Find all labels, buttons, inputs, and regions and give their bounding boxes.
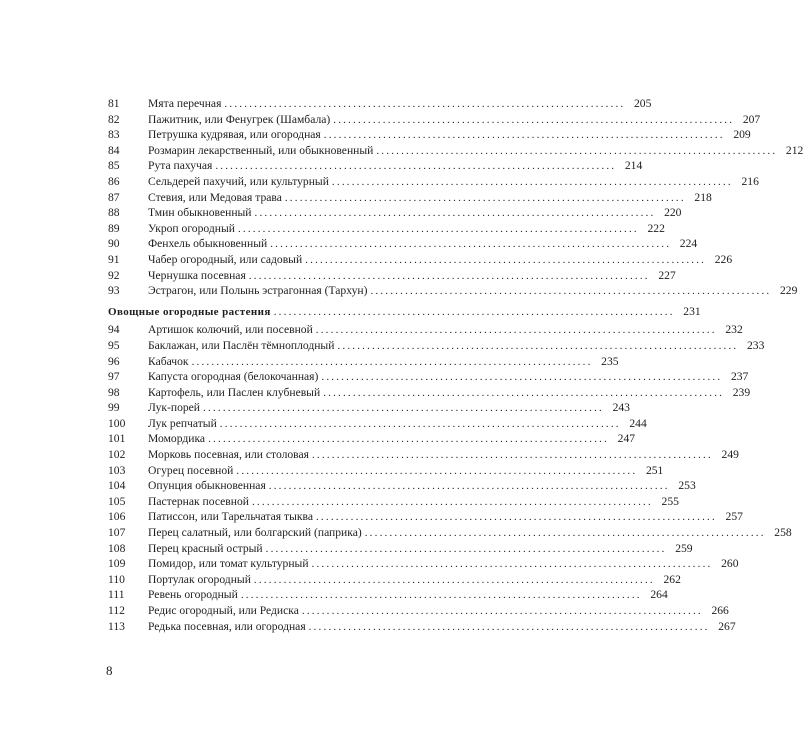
toc-entry (108, 385, 751, 401)
entry-title: Кабачок (148, 354, 192, 370)
dot-leader: ................................................................................. (331, 175, 733, 188)
entry-page-number: 222 (647, 221, 665, 235)
entry-number: 91 (108, 252, 120, 266)
entry-title: Мята перечная (148, 96, 224, 112)
entry-number: 83 (108, 128, 120, 142)
entry-title: Рута пахучая (148, 158, 215, 174)
entry-page-number: 258 (774, 526, 792, 540)
dot-leader: ................................................................................. (370, 285, 772, 298)
toc-entry (108, 572, 681, 588)
toc-entry (108, 322, 743, 338)
toc-entry (108, 463, 664, 479)
entry-page-number: 207 (742, 112, 761, 126)
toc-entry (108, 174, 759, 190)
entry-title: Сельдерей пахучий, или культурный (148, 174, 332, 190)
toc-entry (108, 603, 729, 619)
toc-entry (108, 354, 619, 370)
dot-leader: ................................................................................. (321, 371, 723, 384)
toc-entry (108, 205, 682, 221)
dot-leader: ................................................................................. (251, 495, 653, 508)
toc-entry (108, 556, 739, 572)
toc-entry (108, 283, 798, 299)
toc-entry (108, 416, 647, 432)
entry-number: 102 (108, 448, 126, 462)
entry-number: 103 (108, 463, 126, 477)
toc-entry (108, 369, 749, 385)
entries-after-section (108, 322, 792, 634)
entry-page-number: 259 (675, 541, 693, 555)
entry-number: 89 (108, 221, 120, 235)
entry-number: 106 (108, 510, 126, 524)
entry-page-number: 212 (785, 143, 803, 157)
entry-number: 86 (108, 174, 120, 188)
entry-page-number: 247 (617, 432, 636, 446)
entry-page-number: 229 (780, 284, 798, 298)
entry-number: 112 (108, 604, 125, 617)
section-title: Овощные огородные растения (108, 305, 271, 318)
entry-page-number: 262 (663, 572, 681, 586)
dot-leader: ................................................................................. (265, 542, 667, 555)
entry-title: Перец салатный, или болгарский (паприка) (148, 525, 365, 541)
dot-leader: ................................................................................. (253, 573, 655, 586)
dot-leader: ................................................................................. (284, 191, 686, 204)
entry-number: 98 (108, 385, 120, 399)
entry-page-number: 266 (711, 604, 729, 617)
entry-title: Патиссон, или Тарельчатая тыква (148, 509, 316, 525)
entry-title: Лук-порей (148, 400, 203, 416)
entry-page-number: 218 (694, 190, 712, 204)
entry-title: Огурец посевной (148, 463, 236, 479)
dot-leader: ................................................................................. (203, 402, 604, 415)
entry-page-number: 239 (732, 385, 751, 399)
entry-title: Редис огородный, или Редиска (148, 603, 302, 619)
entry-page-number: 209 (733, 128, 751, 142)
entry-number: 95 (108, 338, 120, 352)
entry-number: 105 (108, 494, 126, 508)
entry-number: 101 (108, 432, 126, 446)
entry-title: Фенхель обыкновенный (148, 236, 270, 252)
dot-leader: ................................................................................. (270, 238, 672, 251)
entry-title: Опунция обыкновенная (148, 478, 269, 494)
entry-page-number: 260 (721, 557, 739, 571)
toc-entry (108, 431, 636, 447)
toc-entry (108, 158, 643, 174)
toc-entry (108, 509, 743, 525)
entry-title: Тмин обыкновенный (148, 205, 255, 221)
entry-title: Помидор, или томат культурный (148, 556, 312, 572)
dot-leader: ................................................................................. (337, 339, 739, 352)
dot-leader: ................................................................................. (236, 464, 638, 477)
toc-entry (108, 143, 803, 159)
toc-entry (108, 96, 652, 112)
entry-title: Розмарин лекарственный, или обыкновенный (148, 143, 376, 159)
entry-page-number: 232 (725, 323, 743, 337)
entry-number: 94 (108, 323, 120, 337)
entry-page-number: 220 (664, 206, 682, 220)
entry-page-number: 237 (730, 370, 749, 384)
toc-entry (108, 190, 712, 206)
entry-title: Капуста огородная (белокочанная) (148, 369, 321, 385)
entry-number: 90 (108, 237, 120, 251)
dot-leader: ................................................................................. (301, 605, 703, 617)
entry-title: Ревень огородный (148, 587, 241, 603)
entry-number: 110 (108, 572, 125, 586)
dot-leader: ................................................................................. (219, 417, 621, 430)
toc-entry (108, 525, 792, 541)
entry-title: Редька посевная, или огородная (148, 619, 309, 635)
entry-title: Лук репчатый (148, 416, 220, 432)
entry-number: 104 (108, 479, 126, 493)
dot-leader: ................................................................................. (315, 324, 717, 337)
entry-page-number: 244 (629, 416, 647, 430)
entry-title: Картофель, или Паслен клубневый (148, 385, 323, 401)
entry-page-number: 251 (645, 463, 664, 477)
entry-page-number: 249 (721, 448, 739, 462)
entry-page-number: 233 (746, 338, 765, 352)
toc-entry (108, 541, 693, 557)
toc-entry (108, 587, 668, 603)
dot-leader: ................................................................................. (268, 480, 670, 493)
entry-title: Стевия, или Медовая трава (148, 190, 285, 206)
entry-title: Баклажан, или Паслён тёмноплодный (148, 338, 337, 354)
entry-number: 99 (108, 401, 120, 415)
entry-number: 111 (108, 588, 125, 602)
entry-page-number: 216 (741, 174, 759, 188)
page-folio: 8 (106, 663, 113, 678)
entry-number: 81 (108, 97, 120, 110)
toc-entry (108, 127, 751, 143)
entry-number: 107 (108, 526, 126, 540)
dot-leader: ................................................................................. (305, 253, 707, 266)
entry-number: 85 (108, 159, 120, 173)
dot-leader: ................................................................................. (215, 160, 617, 173)
entry-page-number: 205 (633, 97, 652, 110)
entries-before-section (108, 96, 803, 299)
toc-entry (108, 478, 696, 494)
dot-leader: ................................................................................. (323, 129, 725, 142)
entry-title: Укроп огородный (148, 221, 238, 237)
entry-number: 97 (108, 370, 120, 384)
toc-entry (108, 268, 676, 284)
entry-number: 93 (108, 284, 120, 298)
section-heading (108, 304, 701, 320)
entry-page-number: 243 (612, 401, 630, 415)
entry-number: 92 (108, 268, 120, 282)
entry-title: Артишок колючий, или посевной (148, 322, 316, 338)
dot-leader: ................................................................................. (311, 449, 713, 462)
entry-number: 108 (108, 541, 126, 555)
toc-entry (108, 236, 698, 252)
entry-number: 109 (108, 557, 126, 571)
toc-entry (108, 221, 665, 237)
entry-page-number: 224 (679, 237, 698, 251)
entry-page-number: 255 (661, 494, 679, 508)
entry-page-number: 226 (714, 252, 733, 266)
entry-page-number: 227 (658, 268, 676, 282)
dot-leader: ................................................................................. (248, 269, 650, 282)
entry-number: 100 (108, 416, 126, 430)
table-of-contents (108, 96, 803, 634)
entry-title: Пажитник, или Фенугрек (Шамбала) (148, 112, 333, 128)
dot-leader: ................................................................................. (315, 511, 717, 524)
dot-leader: ................................................................................. (237, 222, 639, 235)
dot-leader: ................................................................................. (323, 386, 725, 399)
toc-entry (108, 112, 761, 128)
toc-entry (108, 447, 739, 463)
entry-number: 96 (108, 354, 120, 368)
entry-title: Перец красный острый (148, 541, 266, 557)
entry-page-number: 253 (678, 479, 696, 493)
entry-number: 88 (108, 206, 120, 220)
dot-leader: ................................................................................. (224, 98, 626, 110)
entry-page-number: 257 (725, 510, 743, 524)
section-page-number: 231 (683, 304, 701, 318)
entry-title: Чабер огородный, или садовый (148, 252, 305, 268)
entry-number: 82 (108, 112, 120, 126)
entry-number: 113 (108, 619, 125, 633)
dot-leader: ................................................................................. (376, 144, 778, 157)
dot-leader: ................................................................................. (254, 207, 656, 220)
entry-title: Эстрагон, или Полынь эстрагонная (Тархун) (148, 283, 370, 299)
entry-number: 87 (108, 190, 120, 204)
dot-leader: ................................................................................. (191, 355, 593, 368)
dot-leader: ................................................................................. (364, 527, 766, 540)
entry-title: Пастернак посевной (148, 494, 252, 510)
entry-title: Петрушка кудрявая, или огородная (148, 127, 324, 143)
dot-leader: ................................................................................. (240, 589, 642, 602)
entry-page-number: 267 (718, 619, 736, 633)
entry-page-number: 264 (650, 588, 668, 602)
toc-entry (108, 619, 736, 635)
dot-leader: ................................................................................. (333, 113, 735, 126)
entry-page-number: 235 (601, 354, 619, 368)
entry-title: Морковь посевная, или столовая (148, 447, 312, 463)
dot-leader: ................................................................................. (208, 433, 610, 446)
toc-entry (108, 400, 630, 416)
entry-title: Портулак огородный (148, 572, 254, 588)
entry-title: Момордика (148, 431, 208, 447)
dot-leader: ................................................................................. (273, 305, 675, 318)
dot-leader: ................................................................................. (308, 620, 710, 633)
entry-title: Чернушка посевная (148, 268, 249, 284)
entry-number: 84 (108, 143, 120, 157)
dot-leader: ................................................................................. (311, 558, 713, 571)
toc-entry (108, 252, 733, 268)
toc-entry (108, 494, 679, 510)
entry-page-number: 214 (624, 159, 643, 173)
toc-entry (108, 338, 765, 354)
